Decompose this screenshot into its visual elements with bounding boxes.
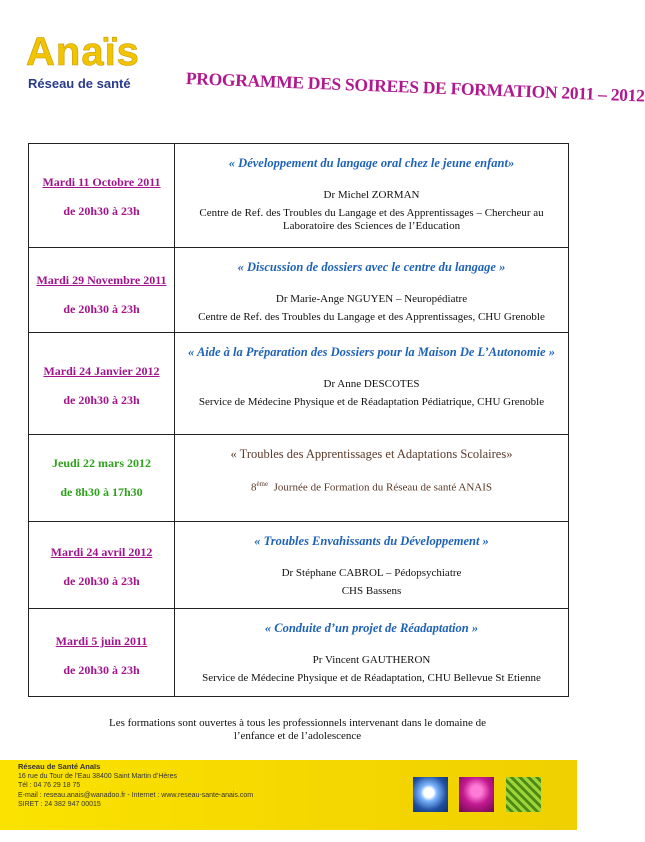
session-time: de 8h30 à 17h30	[60, 485, 143, 499]
session-date: Mardi 24 avril 2012	[50, 545, 153, 559]
info-cell	[175, 522, 569, 609]
session-time: de 20h30 à 23h	[63, 574, 140, 588]
footer-org: Réseau de Santé Anaïs	[18, 762, 101, 771]
session-speaker: Pr Vincent GAUTHERON	[312, 654, 431, 666]
session-row	[29, 522, 569, 609]
audience-note-line1: Les formations sont ouvertes à tous les professionnels intervenant dans le domaine de	[109, 717, 486, 729]
session-row	[29, 144, 569, 248]
date-cell	[29, 333, 175, 435]
session-time: de 20h30 à 23h	[63, 393, 140, 407]
session-speaker: Dr Michel ZORMAN	[323, 189, 420, 201]
session-date: Mardi 29 Novembre 2011	[36, 273, 167, 287]
date-cell	[29, 522, 175, 609]
contact-block	[18, 762, 253, 810]
page-title: PROGRAMME DES SOIREES DE FORMATION 2011 – 2012	[185, 68, 645, 106]
session-time: de 20h30 à 23h	[63, 663, 140, 677]
schedule-table	[28, 143, 569, 697]
session-date: Mardi 5 juin 2011	[55, 634, 148, 648]
session-date: Mardi 11 Octobre 2011	[42, 175, 161, 189]
session-talk: « Aide à la Préparation des Dossiers pour la Maison De L’Autonomie »	[188, 345, 555, 359]
session-row	[29, 435, 569, 522]
session-place: Journée de Formation du Réseau de santé ANAIS	[273, 481, 493, 494]
session-date: Jeudi 22 mars 2012	[52, 456, 151, 470]
date-cell	[29, 248, 175, 333]
session-place: Service de Médecine Physique et de Réadaptation, CHU Bellevue St Etienne	[202, 672, 541, 684]
date-cell	[29, 144, 175, 248]
session-date: Mardi 24 Janvier 2012	[43, 364, 160, 378]
session-place: CHS Bassens	[341, 585, 402, 597]
date-cell	[29, 435, 175, 522]
session-place: Centre de Ref. des Troubles du Langage et des Apprentissages, CHU Grenoble	[198, 311, 545, 323]
session-talk: « Conduite d’un projet de Réadaptation »	[264, 621, 479, 635]
footer-siret: SIRET : 24 382 947 00015	[18, 801, 101, 808]
anais-logo	[22, 30, 152, 100]
session-talk: « Développement du langage oral chez le jeune enfant»	[228, 156, 515, 170]
session-time: de 20h30 à 23h	[63, 204, 140, 218]
session-speaker: Dr Anne DESCOTES	[323, 378, 420, 390]
session-speaker: Dr Stéphane CABROL – Pédopsychiatre	[281, 567, 462, 579]
session-talk: « Troubles des Apprentissages et Adaptations Scolaires»	[230, 447, 513, 461]
info-cell	[175, 609, 569, 697]
session-place: Centre de Ref. des Troubles du Langage et des Apprentissages – Chercheur au Laboratoire des Sciences de l’Education	[199, 207, 544, 232]
logo-subtitle: Réseau de santé	[28, 76, 131, 91]
info-cell	[175, 144, 569, 248]
footer-web: E-mail : reseau.anais@wanadoo.fr - Internet : www.reseau-sante-anais.com	[18, 791, 254, 799]
event-ordinal-suffix: ème	[256, 480, 269, 488]
session-row	[29, 333, 569, 435]
flower-photo	[413, 777, 448, 812]
audience-note	[60, 717, 535, 743]
logo-name: Anaïs	[26, 30, 140, 74]
session-row	[29, 609, 569, 697]
date-cell	[29, 609, 175, 697]
session-talk: « Discussion de dossiers avec le centre du langage »	[237, 260, 506, 274]
pink-flower-photo	[459, 777, 494, 812]
session-speaker: Dr Marie-Ange NGUYEN – Neuropédiatre	[275, 293, 468, 305]
session-talk: « Troubles Envahissants du Développement »	[254, 534, 489, 548]
info-cell	[175, 248, 569, 333]
session-time: de 20h30 à 23h	[63, 302, 140, 316]
footer-address: 16 rue du Tour de l’Eau 38400 Saint Martin d’Hères	[18, 772, 178, 780]
footer-phone: Tél : 04 76 29 18 75	[18, 782, 81, 789]
session-event	[181, 480, 562, 494]
audience-note-line2: l’enfance et de l’adolescence	[233, 730, 362, 742]
event-ordinal: 8	[250, 481, 257, 494]
leaf-photo	[506, 777, 541, 812]
info-cell	[175, 435, 569, 522]
info-cell	[175, 333, 569, 435]
session-row	[29, 248, 569, 333]
session-place: Service de Médecine Physique et de Réadaptation Pédiatrique, CHU Grenoble	[198, 396, 545, 408]
